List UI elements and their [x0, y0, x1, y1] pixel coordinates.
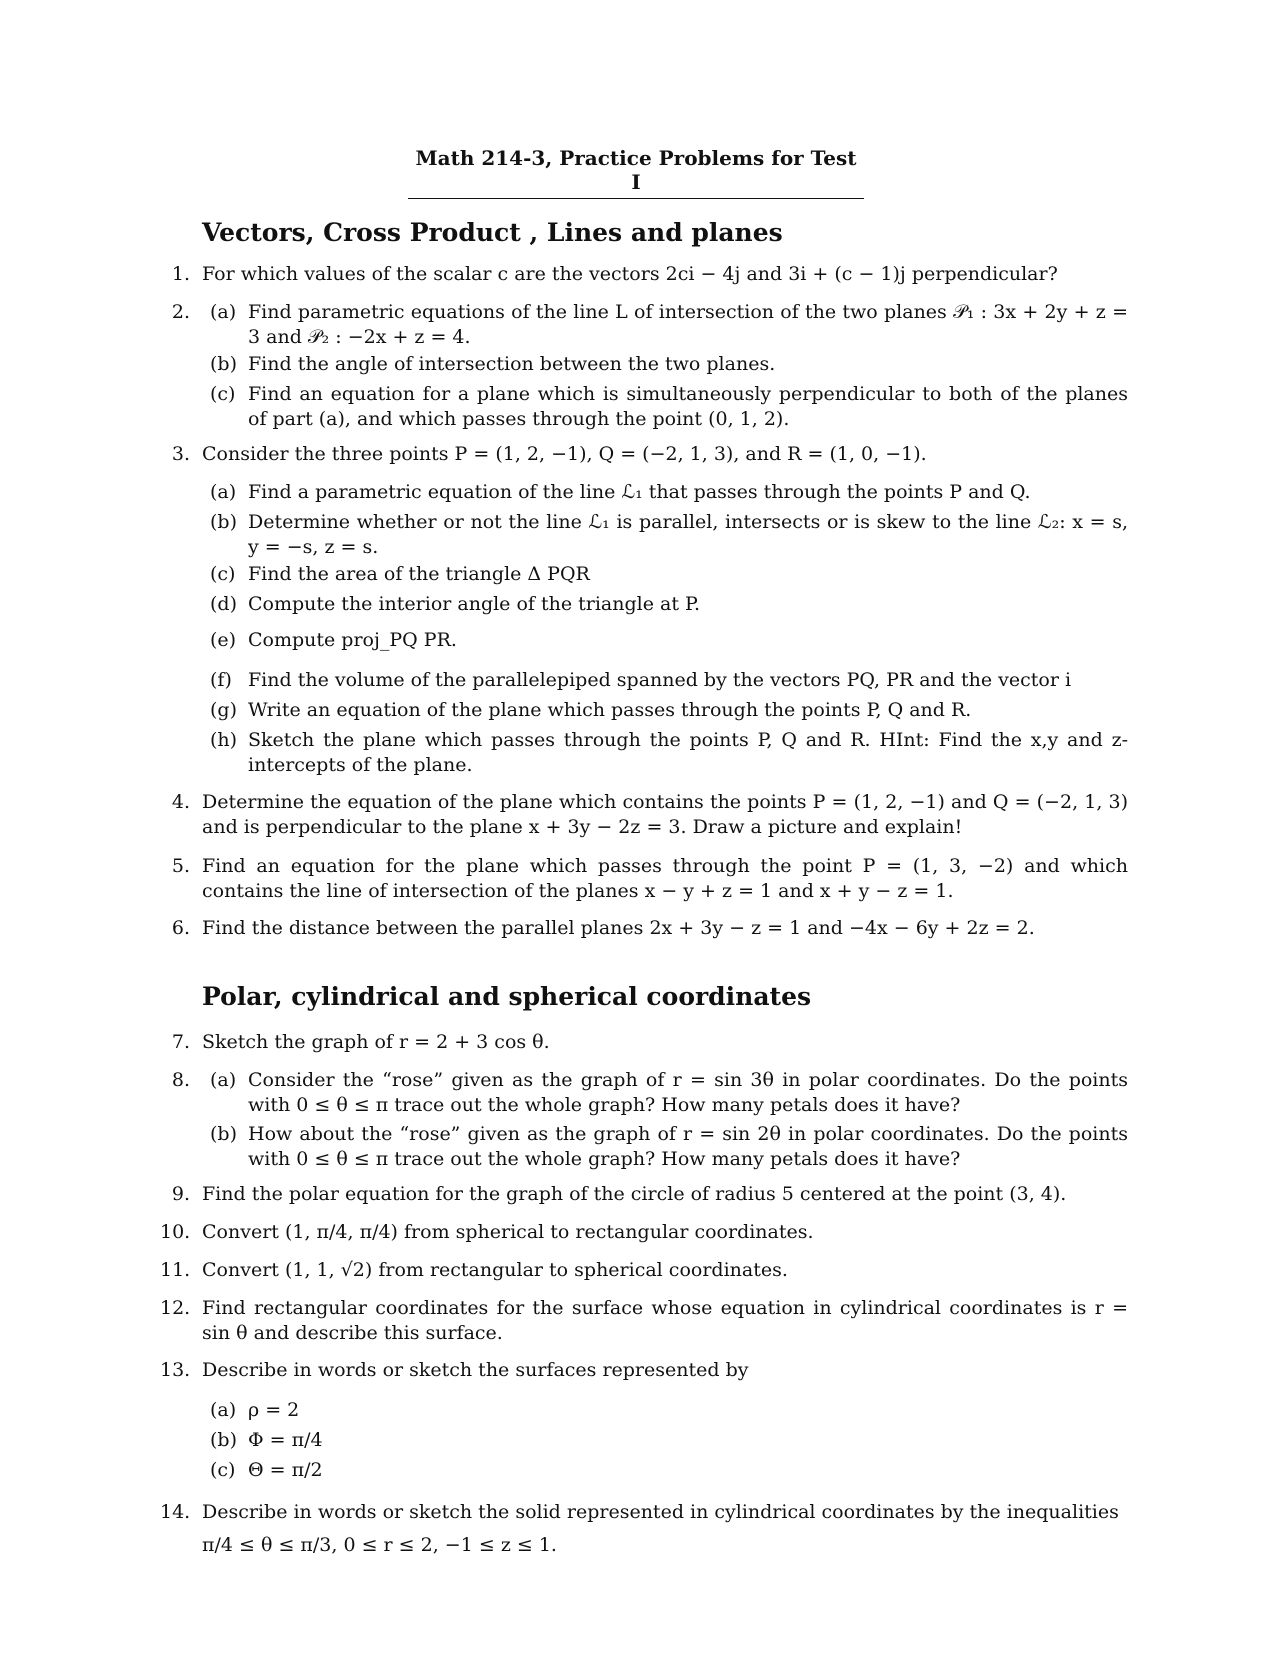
- part-text: Find a parametric equation of the line ℒ₁ that passes through the points P and Q.: [248, 481, 1031, 503]
- problem-number: 7.: [171, 1031, 190, 1053]
- part-text: Find the angle of intersection between the two planes.: [248, 353, 776, 375]
- part-label: (d): [210, 593, 237, 615]
- problem-7: [160, 1030, 1128, 1055]
- part-label: (b): [210, 1123, 237, 1145]
- problem-13a: [210, 1398, 1128, 1423]
- problem-8b: [210, 1122, 1128, 1172]
- part-label: (b): [210, 1429, 237, 1451]
- part-text: Write an equation of the plane which passes through the points P, Q and R.: [248, 699, 972, 721]
- part-label: (a): [210, 481, 237, 503]
- part-label: (b): [210, 353, 237, 375]
- part-text: Find an equation for a plane which is simultaneously perpendicular to both of the planes of part (a), and which passes through the point (0, 1, 2).: [248, 383, 1128, 430]
- part-text: How about the “rose” given as the graph of r = sin 2θ in polar coordinates. Do the points with 0 ≤ θ ≤ π trace out the whole graph? How many petals does it have?: [248, 1123, 1128, 1170]
- inequality-line: π/4 ≤ θ ≤ π/3, 0 ≤ r ≤ 2, −1 ≤ z ≤ 1.: [202, 1534, 557, 1556]
- part-text: Find parametric equations of the line L of intersection of the two planes 𝒫₁ : 3x + 2y + z = 3 and 𝒫₂ : −2x + z = 4.: [248, 301, 1128, 348]
- problem-13b: [210, 1428, 1128, 1453]
- problem-3d: [210, 592, 1128, 617]
- problem-3g: [210, 698, 1128, 723]
- problem-3b: [210, 510, 1128, 560]
- problem-text: Describe in words or sketch the solid represented in cylindrical coordinates by the inequalities: [202, 1501, 1119, 1523]
- part-label: (e): [210, 629, 237, 651]
- problem-13: [160, 1358, 1128, 1383]
- part-text: Θ = π/2: [248, 1459, 323, 1481]
- problem-text: For which values of the scalar c are the vectors 2ci − 4j and 3i + (c − 1)j perpendicular?: [202, 263, 1058, 285]
- problem-3a: [210, 480, 1128, 505]
- part-label: (c): [210, 1459, 236, 1481]
- problem-number: 4.: [171, 791, 190, 813]
- problem-text: Consider the three points P = (1, 2, −1), Q = (−2, 1, 3), and R = (1, 0, −1).: [202, 443, 927, 465]
- problem-10: [160, 1220, 1128, 1245]
- problem-text: Sketch the graph of r = 2 + 3 cos θ.: [202, 1031, 550, 1053]
- problem-text: Determine the equation of the plane which contains the points P = (1, 2, −1) and Q = (−2, 1, 3) and is perpendicular to the plane x + 3y − 2z = 3. Draw a picture and explain!: [202, 791, 1128, 838]
- part-label: (h): [210, 729, 238, 751]
- problem-8a: [210, 1068, 1128, 1118]
- problem-9: [160, 1182, 1128, 1207]
- problem-number: 6.: [171, 917, 190, 939]
- part-text: Compute proj_PQ PR.: [248, 629, 457, 651]
- problem-number: 8.: [171, 1069, 190, 1091]
- problem-number: 9.: [171, 1183, 190, 1205]
- problem-4: [160, 790, 1128, 840]
- problem-text: Convert (1, 1, √2) from rectangular to spherical coordinates.: [202, 1259, 788, 1281]
- problem-3e: [210, 628, 1128, 653]
- part-label: (c): [210, 563, 236, 585]
- problem-2b: [210, 352, 1128, 377]
- part-text: Compute the interior angle of the triangle at P.: [248, 593, 700, 615]
- problem-12: [160, 1296, 1128, 1346]
- part-label: (b): [210, 511, 237, 533]
- problem-number: 13.: [160, 1359, 191, 1381]
- part-label: (g): [210, 699, 237, 721]
- problem-13c: [210, 1458, 1128, 1483]
- problem-number: 3.: [171, 443, 190, 465]
- part-text: Sketch the plane which passes through the points P, Q and R. HInt: Find the x,y and z-intercepts of the plane.: [248, 729, 1128, 776]
- part-label: (f): [210, 669, 232, 691]
- problem-number: 1.: [171, 263, 190, 285]
- part-text: Find the volume of the parallelepiped spanned by the vectors PQ, PR and the vector i: [248, 669, 1072, 691]
- problem-text: Find the polar equation for the graph of the circle of radius 5 centered at the point (3, 4).: [202, 1183, 1067, 1205]
- problem-text: Find the distance between the parallel planes 2x + 3y − z = 1 and −4x − 6y + 2z = 2.: [202, 917, 1035, 939]
- page-title: Math 214-3, Practice Problems for Test I: [408, 146, 864, 199]
- problem-number: 2.: [171, 301, 190, 323]
- part-text: Φ = π/4: [248, 1429, 323, 1451]
- problem-number: 14.: [160, 1501, 191, 1523]
- problem-14: [160, 1500, 1128, 1558]
- part-label: (a): [210, 1069, 237, 1091]
- problem-text: Find an equation for the plane which passes through the point P = (1, 3, −2) and which contains the line of intersection of the planes x − y + z = 1 and x + y − z = 1.: [202, 855, 1128, 902]
- part-text: Consider the “rose” given as the graph of r = sin 3θ in polar coordinates. Do the points with 0 ≤ θ ≤ π trace out the whole graph? How many petals does it have?: [248, 1069, 1128, 1116]
- problem-number: 12.: [160, 1297, 191, 1319]
- problem-number: 5.: [171, 855, 190, 877]
- problem-number: 10.: [160, 1221, 191, 1243]
- problem-3h: [210, 728, 1128, 778]
- problem-3c: [210, 562, 1128, 587]
- problem-6: [160, 916, 1128, 941]
- problem-number: 11.: [160, 1259, 191, 1281]
- part-label: (a): [210, 301, 237, 323]
- problem-text: Find rectangular coordinates for the surface whose equation in cylindrical coordinates is r = sin θ and describe this surface.: [202, 1297, 1128, 1344]
- problem-3: [160, 442, 1128, 467]
- problem-text: Describe in words or sketch the surfaces represented by: [202, 1359, 749, 1381]
- problem-11: [160, 1258, 1128, 1283]
- problem-2a: [210, 300, 1128, 350]
- section-heading-coordinates: Polar, cylindrical and spherical coordinates: [202, 982, 812, 1011]
- problem-text: Convert (1, π/4, π/4) from spherical to rectangular coordinates.: [202, 1221, 814, 1243]
- part-label: (c): [210, 383, 236, 405]
- section-heading-vectors: Vectors, Cross Product , Lines and planes: [202, 218, 783, 247]
- problem-5: [160, 854, 1128, 904]
- part-text: Find the area of the triangle Δ PQR: [248, 563, 590, 585]
- part-text: ρ = 2: [248, 1399, 300, 1421]
- problem-1: [160, 262, 1128, 287]
- part-label: (a): [210, 1399, 237, 1421]
- problem-2c: [210, 382, 1128, 432]
- part-text: Determine whether or not the line ℒ₁ is parallel, intersects or is skew to the line ℒ₂: x = s, y = −s, z = s.: [248, 511, 1128, 558]
- problem-3f: [210, 668, 1128, 693]
